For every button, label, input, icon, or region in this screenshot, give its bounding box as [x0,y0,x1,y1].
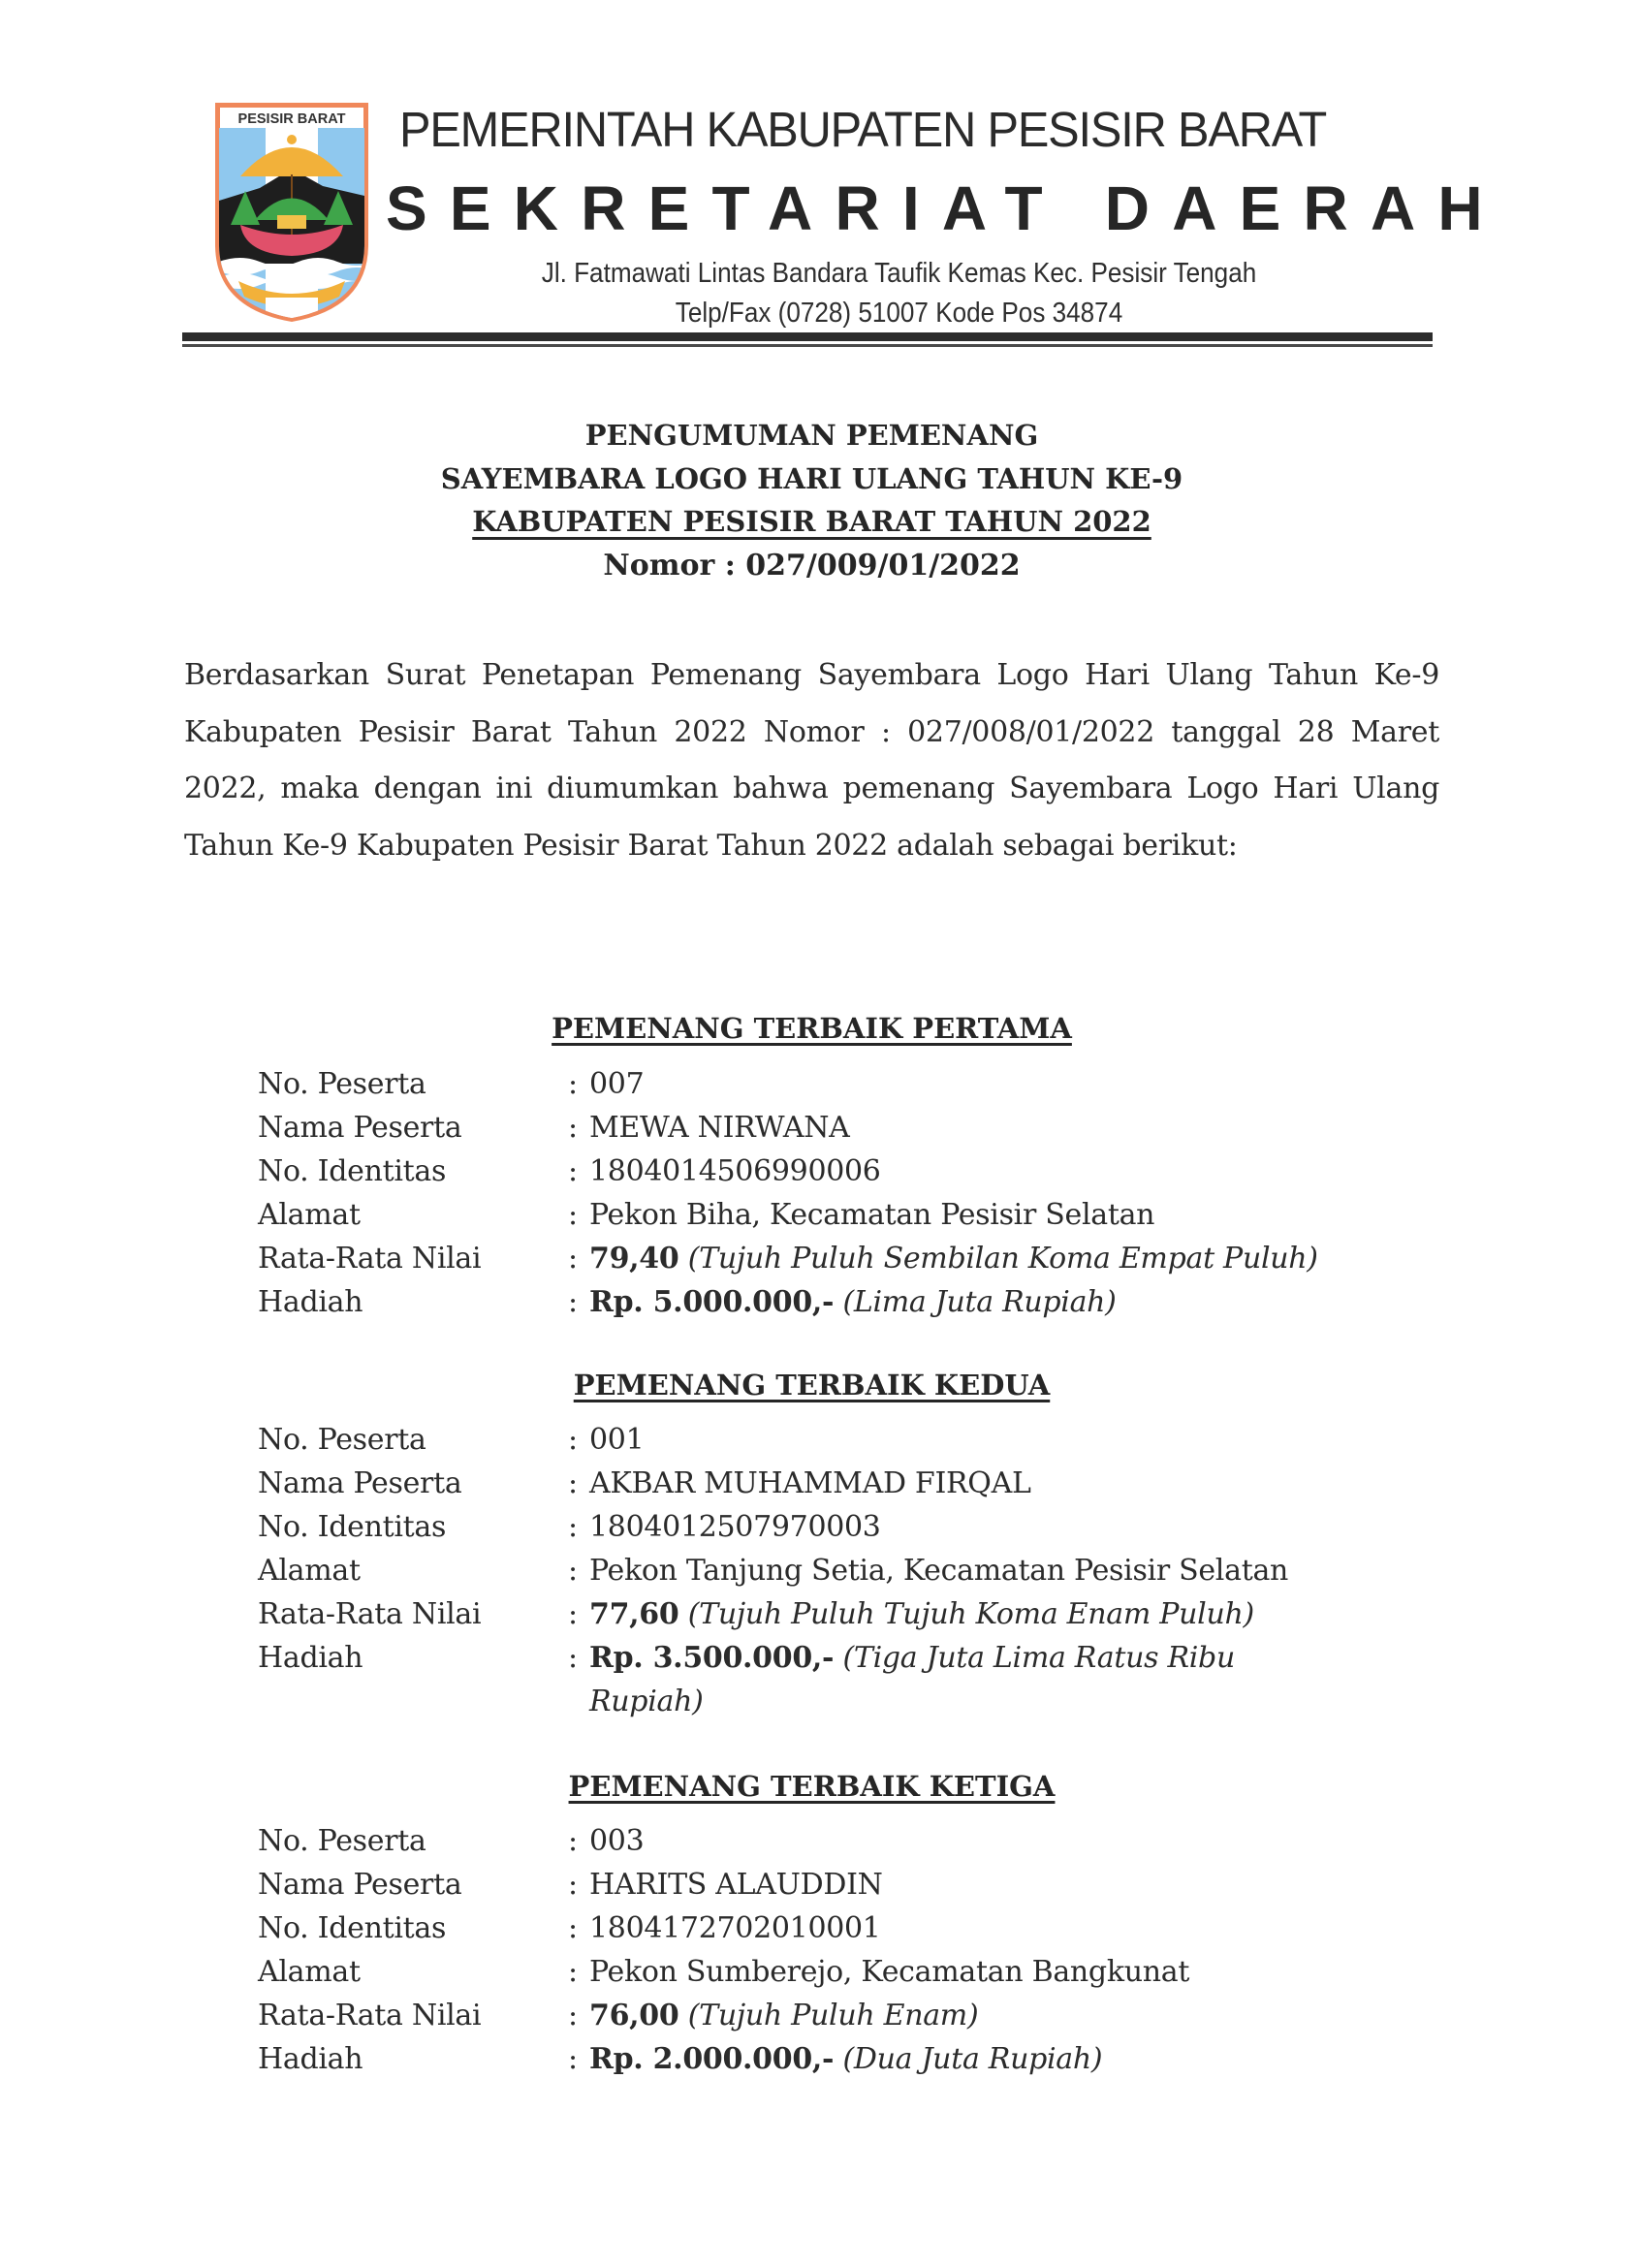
title-line-2: SAYEMBARA LOGO HARI ULANG TAHUN KE-9 [440,462,1183,495]
label-hadiah: Hadiah [258,1641,363,1675]
detail-row [258,1150,1421,1193]
value-hadiah [589,1636,1326,1723]
label-hadiah: Hadiah [258,1285,363,1319]
detail-row [258,1193,1421,1237]
winner-1-heading [291,1012,1333,1045]
label-no-peserta: No. Peserta [258,1423,426,1457]
regency-crest-logo [211,99,372,324]
detail-row [258,1106,1421,1150]
label-nama-peserta: Nama Peserta [258,1868,462,1902]
letterhead-rule-thick [182,332,1433,341]
value-no-peserta: 001 [589,1423,645,1457]
label-nama-peserta: Nama Peserta [258,1466,462,1500]
value-nilai [589,1592,1421,1636]
colon: : [568,1824,578,1858]
colon: : [568,1510,578,1544]
winner-1-details [258,1062,1421,1324]
colon: : [568,1466,578,1500]
detail-row [258,1280,1421,1324]
value-nama-peserta: HARITS ALAUDDIN [589,1868,883,1902]
prize-words: (Tiga Juta Lima Ratus Ribu Rupiah) [589,1641,1235,1718]
colon: : [568,1067,578,1101]
prize-words: (Lima Juta Rupiah) [842,1285,1117,1319]
value-hadiah [589,2037,1421,2081]
detail-row [258,1906,1421,1950]
winner-3-heading-text: PEMENANG TERBAIK KETIGA [568,1770,1056,1803]
document-number: Nomor : 027/009/01/2022 [603,549,1021,583]
colon: : [568,2042,578,2076]
colon: : [568,1154,578,1188]
winner-2-heading-text: PEMENANG TERBAIK KEDUA [573,1369,1051,1402]
score: 79,40 [589,1242,679,1276]
winner-3-details [258,1819,1421,2081]
score-words: (Tujuh Puluh Sembilan Koma Empat Puluh) [687,1242,1318,1276]
office-contact: Telp/Fax (0728) 51007 Kode Pos 34874 [675,298,1123,329]
label-no-peserta: No. Peserta [258,1067,426,1101]
label-no-identitas: No. Identitas [258,1510,447,1544]
winner-3-heading [291,1770,1333,1803]
office-address: Jl. Fatmawati Lintas Bandara Taufik Kemas Kec. Pesisir Tengah [541,258,1257,289]
detail-row [258,1549,1421,1592]
label-hadiah: Hadiah [258,2042,363,2076]
label-no-identitas: No. Identitas [258,1911,447,1945]
title-line-3-text: KABUPATEN PESISIR BARAT TAHUN 2022 [472,505,1151,538]
value-no-peserta: 003 [589,1824,645,1858]
score: 76,00 [589,1999,679,2032]
crest-icon [211,99,372,324]
winner-2-details [258,1418,1421,1723]
letterhead-rule-thin [182,344,1433,347]
score: 77,60 [589,1597,679,1631]
value-nama-peserta: AKBAR MUHAMMAD FIRQAL [589,1466,1031,1500]
detail-row [258,1994,1421,2037]
label-nilai: Rata-Rata Nilai [258,1242,482,1276]
value-nilai [589,1237,1421,1280]
colon: : [568,1641,578,1675]
title-line-1: PENGUMUMAN PEMENANG [584,419,1039,452]
colon: : [568,1242,578,1276]
government-name: PEMERINTAH KABUPATEN PESISIR BARAT [399,102,1327,157]
value-no-peserta: 007 [589,1067,645,1101]
value-alamat: Pekon Tanjung Setia, Kecamatan Pesisir Selatan [589,1554,1289,1588]
logo-text: PESISIR BARAT [237,111,346,127]
detail-row [258,1636,1421,1723]
colon: : [568,1868,578,1902]
label-alamat: Alamat [258,1554,361,1588]
score-words: (Tujuh Puluh Tujuh Koma Enam Puluh) [687,1597,1254,1631]
title-line-3 [291,505,1333,538]
detail-row [258,1505,1421,1549]
label-no-identitas: No. Identitas [258,1154,447,1188]
colon: : [568,1198,578,1232]
value-alamat: Pekon Sumberejo, Kecamatan Bangkunat [589,1955,1190,1989]
detail-row [258,1062,1421,1106]
value-no-identitas: 1804012507970003 [589,1510,881,1544]
detail-row [258,1418,1421,1462]
value-hadiah [589,1280,1421,1324]
winner-2-heading [291,1369,1333,1402]
colon: : [568,1554,578,1588]
value-no-identitas: 1804172702010001 [589,1911,881,1945]
label-nilai: Rata-Rata Nilai [258,1597,482,1631]
prize: Rp. 2.000.000,- [589,2042,835,2076]
intro-paragraph: Berdasarkan Surat Penetapan Pemenang Sayembara Logo Hari Ulang Tahun Ke-9 Kabupaten Pesisir Barat Tahun 2022 Nomor : 027/008/01/2022 tanggal 28 Maret 2022, maka dengan ini diumumkan bahwa pemenang Sayembara Logo Hari Ulang Tahun Ke-9 Kabupaten Pesisir Barat Tahun 2022 adalah sebagai berikut: [184,658,1439,863]
label-nilai: Rata-Rata Nilai [258,1999,482,2032]
detail-row [258,1462,1421,1505]
detail-row [258,1863,1421,1906]
colon: : [568,1911,578,1945]
value-nilai [589,1994,1421,2037]
colon: : [568,1423,578,1457]
label-alamat: Alamat [258,1198,361,1232]
detail-row [258,1237,1421,1280]
colon: : [568,1999,578,2032]
score-words: (Tujuh Puluh Enam) [687,1999,979,2032]
office-name: SEKRETARIAT DAERAH [386,173,1505,243]
prize: Rp. 5.000.000,- [589,1285,835,1319]
prize-words: (Dua Juta Rupiah) [842,2042,1103,2076]
colon: : [568,1597,578,1631]
value-alamat: Pekon Biha, Kecamatan Pesisir Selatan [589,1198,1155,1232]
prize: Rp. 3.500.000,- [589,1641,835,1675]
detail-row [258,1819,1421,1863]
winner-1-heading-text: PEMENANG TERBAIK PERTAMA [552,1012,1072,1045]
label-no-peserta: No. Peserta [258,1824,426,1858]
detail-row [258,1592,1421,1636]
colon: : [568,1955,578,1989]
colon: : [568,1285,578,1319]
colon: : [568,1111,578,1145]
label-alamat: Alamat [258,1955,361,1989]
value-no-identitas: 1804014506990006 [589,1154,881,1188]
label-nama-peserta: Nama Peserta [258,1111,462,1145]
detail-row [258,1950,1421,1994]
detail-row [258,2037,1421,2081]
value-nama-peserta: MEWA NIRWANA [589,1111,850,1145]
